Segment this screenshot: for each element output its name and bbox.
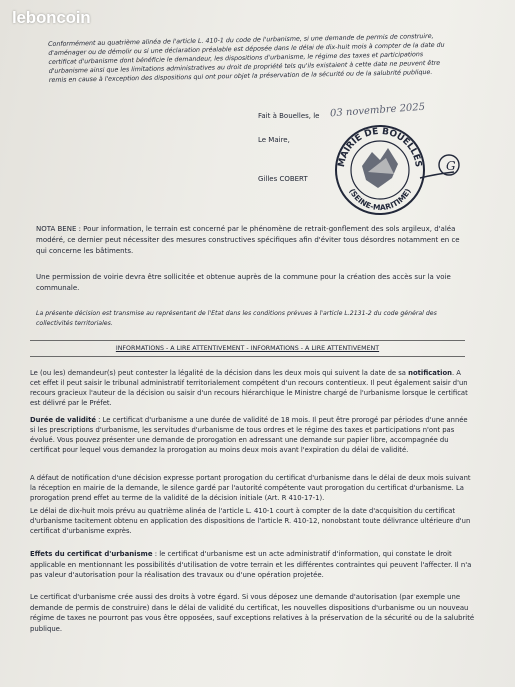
notification-word: notification [408,369,452,377]
info-bottom-rule [30,356,465,357]
validity-heading: Durée de validité [30,416,96,424]
signature-place: Fait à Bouelles, le [258,112,320,120]
delay-paragraph: Le délai de dix-huit mois prévu au quatrième alinéa de l'article L. 410-1 court à compter de la date d'acquisition du certificat d'urbanisme tacitement obtenu en application des dispositions de l'article R. 410-12, nonobstant toute délivrance ultérieure d'un certificat d'urbanisme exprès. [30,507,471,535]
stamp-initials: G [446,159,456,173]
contest-text-c: . A cet effet il peut saisir le tribunal administratif territorialement compétent d'un recours contentieux. Il peut également saisir d'un recours gracieux l'auteur de la décision ou saisir d'un recours hiérarchique le Ministre chargé de l'urbanisme lorsque le certificat est délivré par le Préfet. [30,369,468,407]
intro-paragraph: Conformément au quatrième alinéa de l'article L. 410-1 du code de l'urbanisme, si une demande de permis de construire, d'aménager ou de démolir ou si une déclaration préalable est déposée dans le délai de dix-huit mois à compter de la date du certificat d'urbanisme dont bénéficie le demandeur, les dispositions d'urbanisme, le régime des taxes et participations d'urbanisme ainsi que les limitations administratives au droit de propriété tels qu'ils existaient à cette date ne peuvent être remis en cause à l'exception des dispositions qui ont pour objet la préservation de la sécurité ou de la salubrité publique. [48,32,445,84]
effects-heading: Effets du certificat d'urbanisme [30,550,153,558]
info-banner: INFORMATIONS - A LIRE ATTENTIVEMENT - INFORMATIONS - A LIRE ATTENTIVEMENT [115,345,380,352]
transmission-paragraph: La présente décision est transmise au représentant de l'Etat dans les conditions prévues à l'article L.2131-2 du code général des collectivités territoriales. [36,310,437,327]
rights-paragraph: Le certificat d'urbanisme crée aussi des droits à votre égard. Si vous déposez une demande d'autorisation (par exemple une demande de permis de construire) dans le délai de validité du certificat, les nouvelles dispositions d'urbanisme ou un nouveau régime de taxes ne pourront pas vous être opposées, sauf exceptions relatives à la préservation de la sécurité ou de la salubrité publique. [30,593,475,633]
validity-text: : Le certificat d'urbanisme a une durée de validité de 18 mois. Il peut être prorogé par périodes d'une année si les prescriptions d'urbanisme, les servitudes d'urbanisme de tous ordres et le régime des taxes et participations n'ont pas évolué. Vous pouvez présenter une demande de prorogation en adressant une demande sur papier libre, accompagnée du certificat pour lequel vous demandez la prorogation au moins deux mois avant l'expiration du délai de validité. [30,416,468,454]
mairie-stamp [328,118,478,218]
stamp-top-text: MAIRIE DE BOUELLES [336,126,423,168]
effects-text: : le certificat d'urbanisme est un acte administratif d'information, qui constate le droit applicable en mentionnant les possibilités d'utilisation de votre terrain et les différentes contraintes qui peuvent l'affecter. Il n'a pas valeur d'autorisation pour la réalisation des travaux ou d'une opération projetée. [30,550,472,579]
contest-text-a: Le (ou les) demandeur(s) peut contester la légalité de la décision dans les deux mois qui suivent la date de sa [30,369,409,377]
stamp-bottom-text: (SEINE-MARITIME) [347,187,413,213]
contest-paragraph [30,368,470,408]
signature-name: Gilles COBERT [258,175,308,183]
leboncoin-watermark: leboncoin [12,8,91,27]
signature-title: Le Maire, [258,136,290,144]
info-top-rule [30,340,465,341]
prorogation-paragraph: A défaut de notification d'une décision expresse portant prorogation du certificat d'urbanisme dans le délai de deux mois suivant la réception en mairie de la demande, le silence gardé par l'autorité compétente vaut prorogation du certificat d'urbanisme. La prorogation prend effet au terme de la validité de la décision initiale (Art. R 410-17-1). [30,474,471,502]
validity-paragraph [30,415,472,455]
effects-paragraph [30,549,480,581]
voirie-paragraph: Une permission de voirie devra être sollicitée et obtenue auprès de la commune pour la création des accès sur la voie communale. [36,273,451,292]
nota-bene-paragraph: NOTA BENE : Pour information, le terrain est concerné par le phénomène de retrait-gonflement des sols argileux, d'aléa modéré, ce dernier peut nécessiter des mesures constructives spécifiques afin d'éviter tous désordres notamment en ce qui concerne les bâtiments. [36,225,460,255]
signature-handwritten-date: 03 novembre 2025 [329,101,426,120]
